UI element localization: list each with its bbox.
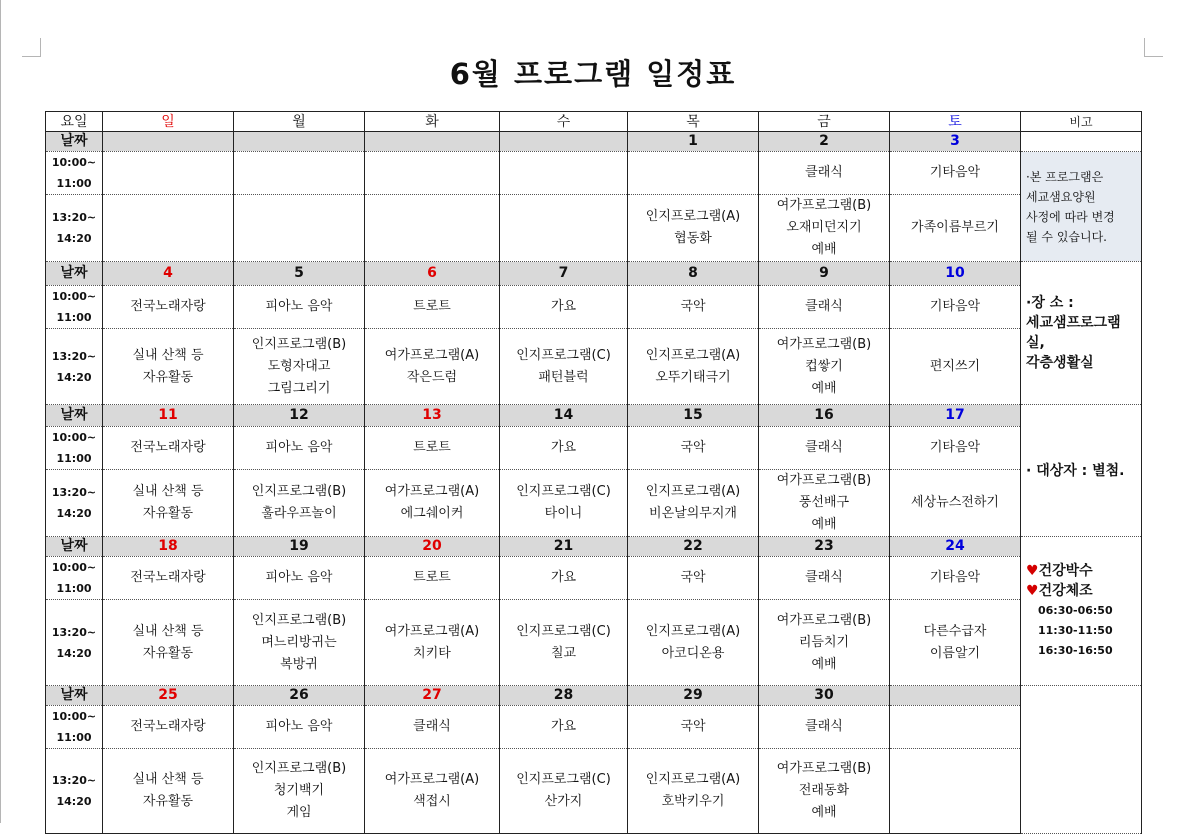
am-program: 전국노래자랑 xyxy=(103,286,234,329)
pm-program xyxy=(890,470,1021,537)
pm-program xyxy=(890,600,1021,686)
am-program: 기타음악 xyxy=(890,152,1021,195)
pm-program xyxy=(628,195,759,262)
program-line: 여가프로그램(A) xyxy=(384,347,480,363)
program-line: 비온날의무지개 xyxy=(649,506,737,521)
schedule-table xyxy=(45,111,1142,834)
date-cell xyxy=(500,132,628,152)
pm-program xyxy=(234,195,365,262)
program-line: 여가프로그램(B) xyxy=(776,761,872,776)
am-program: 피아노 음악 xyxy=(234,427,365,470)
pm-program xyxy=(759,749,890,834)
program-line: 인지프로그램(A) xyxy=(645,484,741,499)
am-program xyxy=(628,152,759,195)
pm-program xyxy=(759,470,890,537)
date-row-label: 날짜 xyxy=(46,537,103,557)
pm-program xyxy=(365,470,500,537)
time-start: 13:20~ xyxy=(51,349,97,363)
date-cell: 13 xyxy=(365,405,500,427)
time-start: 10:00~ xyxy=(51,431,97,444)
pm-program xyxy=(628,749,759,834)
am-program: 전국노래자랑 xyxy=(103,427,234,470)
remark-line: 각층생활실 xyxy=(1026,355,1094,371)
exercise-item xyxy=(1026,561,1136,581)
pm-program xyxy=(628,470,759,537)
date-row xyxy=(46,537,1142,557)
time-end: 11:00 xyxy=(56,731,92,744)
time-end: 14:20 xyxy=(56,795,92,808)
am-program xyxy=(890,706,1021,749)
am-program: 가요 xyxy=(500,427,628,470)
program-line: 여가프로그램(B) xyxy=(776,336,872,352)
date-row-label: 날짜 xyxy=(46,405,103,427)
remark-exercise xyxy=(1021,537,1142,686)
date-cell: 3 xyxy=(890,132,1021,152)
program-line: 색접시 xyxy=(413,794,451,809)
date-cell: 22 xyxy=(628,537,759,557)
program-line: 인지프로그램(C) xyxy=(516,772,611,787)
am-program: 피아노 음악 xyxy=(234,286,365,329)
date-cell: 12 xyxy=(234,405,365,427)
program-line: 실내 산책 등 xyxy=(132,347,204,363)
header-day-thu: 목 xyxy=(628,112,759,132)
remark-line: 될 수 있습니다. xyxy=(1026,229,1107,244)
pm-time-label xyxy=(46,470,103,537)
pm-row xyxy=(46,195,1142,262)
program-line: 인지프로그램(A) xyxy=(645,623,741,639)
remark-line: ·장 소 : xyxy=(1026,295,1074,311)
am-time-label xyxy=(46,286,103,329)
pm-program xyxy=(500,600,628,686)
program-line: 그림그리기 xyxy=(267,380,331,396)
date-row-label: 날짜 xyxy=(46,686,103,706)
date-cell: 20 xyxy=(365,537,500,557)
date-cell: 27 xyxy=(365,686,500,706)
am-time-label xyxy=(46,152,103,195)
date-row-label: 날짜 xyxy=(46,262,103,286)
program-line: 자유활동 xyxy=(142,645,194,661)
pm-time-label xyxy=(46,749,103,834)
program-line: 여가프로그램(A) xyxy=(384,623,480,639)
remark-location xyxy=(1021,262,1142,405)
am-program: 가요 xyxy=(500,557,628,600)
am-time-label xyxy=(46,706,103,749)
program-line: 칠교 xyxy=(550,645,577,661)
program-line: 에그쉐이커 xyxy=(400,506,464,521)
pm-program xyxy=(103,600,234,686)
page-title: 6월 프로그램 일정표 xyxy=(449,57,737,91)
header-day-wed: 수 xyxy=(500,112,628,132)
date-cell xyxy=(890,686,1021,706)
program-line: 다른수급자 xyxy=(923,623,987,639)
pm-program xyxy=(890,749,1021,834)
date-cell: 25 xyxy=(103,686,234,706)
program-line: 인지프로그램(C) xyxy=(516,347,611,363)
header-row xyxy=(46,112,1142,132)
pm-row xyxy=(46,600,1142,686)
pm-program xyxy=(500,749,628,834)
exercise-label: 건강체조 xyxy=(1038,583,1093,599)
am-program: 클래식 xyxy=(759,557,890,600)
program-line: 풍선배구 xyxy=(798,495,850,510)
program-line: 청기백기 xyxy=(273,783,325,798)
program-line: 도형자대고 xyxy=(267,358,331,374)
program-line: 여가프로그램(B) xyxy=(776,612,872,628)
am-program xyxy=(234,152,365,195)
program-line: 인지프로그램(C) xyxy=(516,484,611,499)
program-line: 예배 xyxy=(811,380,837,396)
am-program: 클래식 xyxy=(759,152,890,195)
program-line: 인지프로그램(B) xyxy=(251,612,347,628)
remark-cell-header-blank xyxy=(1021,132,1142,152)
date-cell: 21 xyxy=(500,537,628,557)
program-line: 실내 산책 등 xyxy=(132,772,204,787)
am-row xyxy=(46,286,1142,329)
program-line: 예배 xyxy=(811,656,837,672)
exercise-time: 06:30-06:50 xyxy=(1038,604,1113,617)
program-line: 인지프로그램(A) xyxy=(645,209,741,224)
exercise-time: 11:30-11:50 xyxy=(1038,624,1113,637)
time-end: 14:20 xyxy=(56,507,92,520)
program-line: 치키타 xyxy=(413,645,451,661)
header-note: 비고 xyxy=(1021,112,1142,132)
pm-program xyxy=(365,329,500,405)
pm-time-label xyxy=(46,329,103,405)
date-cell: 6 xyxy=(365,262,500,286)
program-line: 며느리방귀는 xyxy=(261,634,337,650)
am-program: 국악 xyxy=(628,557,759,600)
program-line: 여가프로그램(A) xyxy=(384,484,480,499)
program-line: 실내 산책 등 xyxy=(132,623,204,639)
pm-program xyxy=(500,329,628,405)
date-cell: 9 xyxy=(759,262,890,286)
date-cell xyxy=(234,132,365,152)
am-program: 클래식 xyxy=(365,706,500,749)
date-cell: 19 xyxy=(234,537,365,557)
am-row xyxy=(46,152,1142,195)
pm-program xyxy=(234,470,365,537)
program-line: 타이니 xyxy=(544,506,583,521)
date-row xyxy=(46,132,1142,152)
time-end: 11:00 xyxy=(56,177,92,190)
program-line: 인지프로그램(B) xyxy=(251,336,347,352)
time-end: 14:20 xyxy=(56,370,92,384)
am-row xyxy=(46,427,1142,470)
exercise-time: 16:30-16:50 xyxy=(1038,644,1113,657)
exercise-label: 건강박수 xyxy=(1038,563,1093,579)
date-cell: 8 xyxy=(628,262,759,286)
program-line: 호박키우기 xyxy=(661,794,725,809)
program-line: 가족이름부르기 xyxy=(911,220,999,235)
date-row xyxy=(46,405,1142,427)
am-row xyxy=(46,557,1142,600)
program-line: 컵쌓기 xyxy=(805,358,843,374)
date-cell: 24 xyxy=(890,537,1021,557)
date-row xyxy=(46,686,1142,706)
date-cell: 18 xyxy=(103,537,234,557)
program-line: 세상뉴스전하기 xyxy=(911,495,999,510)
program-line: 이름알기 xyxy=(929,645,981,661)
remark-target xyxy=(1021,405,1142,537)
am-program: 가요 xyxy=(500,706,628,749)
remark-blank xyxy=(1021,686,1142,834)
am-row xyxy=(46,706,1142,749)
header-day-mon: 월 xyxy=(234,112,365,132)
program-line: 여가프로그램(B) xyxy=(776,198,872,213)
pm-program xyxy=(759,195,890,262)
date-cell xyxy=(365,132,500,152)
program-line: 인지프로그램(A) xyxy=(645,347,741,363)
date-cell: 29 xyxy=(628,686,759,706)
pm-time-label xyxy=(46,195,103,262)
remark-notice xyxy=(1021,152,1142,262)
date-cell: 14 xyxy=(500,405,628,427)
date-cell: 2 xyxy=(759,132,890,152)
program-line: 자유활동 xyxy=(142,794,194,809)
am-program: 기타음악 xyxy=(890,557,1021,600)
remark-line: · 대상자 : 별첨. xyxy=(1026,462,1125,479)
pm-program xyxy=(890,195,1021,262)
date-cell: 10 xyxy=(890,262,1021,286)
date-cell: 23 xyxy=(759,537,890,557)
am-program: 전국노래자랑 xyxy=(103,557,234,600)
date-cell: 15 xyxy=(628,405,759,427)
heart-icon: ♥ xyxy=(1026,563,1039,579)
program-line: 아코디온용 xyxy=(661,645,725,661)
program-line: 예배 xyxy=(811,242,837,257)
program-line: 복방귀 xyxy=(280,656,318,672)
program-line: 예배 xyxy=(811,517,837,532)
program-line: 산가지 xyxy=(544,794,583,809)
pm-program xyxy=(103,195,234,262)
program-line: 예배 xyxy=(811,805,837,820)
time-start: 10:00~ xyxy=(51,561,97,574)
program-line: 협동화 xyxy=(674,231,712,246)
date-cell: 5 xyxy=(234,262,365,286)
pm-program xyxy=(500,470,628,537)
time-start: 13:20~ xyxy=(51,774,97,787)
am-program: 국악 xyxy=(628,427,759,470)
program-line: 패턴블럭 xyxy=(538,369,589,385)
date-cell: 30 xyxy=(759,686,890,706)
exercise-item xyxy=(1026,581,1136,601)
time-start: 13:20~ xyxy=(51,486,97,499)
am-program: 국악 xyxy=(628,286,759,329)
time-end: 14:20 xyxy=(56,646,92,660)
date-cell: 11 xyxy=(103,405,234,427)
pm-program xyxy=(890,329,1021,405)
program-line: 인지프로그램(C) xyxy=(516,623,611,639)
pm-program xyxy=(103,749,234,834)
am-time-label xyxy=(46,427,103,470)
program-line: 자유활동 xyxy=(142,506,194,521)
date-cell: 7 xyxy=(500,262,628,286)
date-cell: 16 xyxy=(759,405,890,427)
program-line: 자유활동 xyxy=(142,369,194,385)
program-line: 여가프로그램(A) xyxy=(384,772,480,787)
am-time-label xyxy=(46,557,103,600)
am-program: 기타음악 xyxy=(890,427,1021,470)
am-program: 가요 xyxy=(500,286,628,329)
time-start: 10:00~ xyxy=(51,156,97,169)
time-end: 11:00 xyxy=(56,582,92,595)
program-line: 게임 xyxy=(286,805,312,820)
program-line: 오뚜기태극기 xyxy=(655,369,731,385)
date-cell: 17 xyxy=(890,405,1021,427)
am-program: 기타음악 xyxy=(890,286,1021,329)
am-program: 클래식 xyxy=(759,286,890,329)
program-line: 리듬치기 xyxy=(798,634,850,650)
pm-program xyxy=(365,600,500,686)
pm-program xyxy=(759,600,890,686)
am-program: 전국노래자랑 xyxy=(103,706,234,749)
program-line: 훌라우프놀이 xyxy=(261,506,337,521)
date-cell xyxy=(103,132,234,152)
pm-program xyxy=(234,600,365,686)
pm-program xyxy=(103,329,234,405)
remark-line: 사정에 따라 변경 xyxy=(1026,209,1115,224)
header-day-tue: 화 xyxy=(365,112,500,132)
program-line: 여가프로그램(B) xyxy=(776,473,872,488)
remark-line: 세교샘요양원 xyxy=(1026,189,1096,204)
remark-line: ·본 프로그램은 xyxy=(1026,169,1104,184)
pm-program xyxy=(628,600,759,686)
time-end: 11:00 xyxy=(56,452,92,465)
date-row-label: 날짜 xyxy=(46,132,103,152)
header-day-fri: 금 xyxy=(759,112,890,132)
am-program: 트로트 xyxy=(365,557,500,600)
pm-program xyxy=(234,749,365,834)
date-cell: 1 xyxy=(628,132,759,152)
time-end: 14:20 xyxy=(56,232,92,245)
time-start: 10:00~ xyxy=(51,290,97,303)
program-line: 인지프로그램(B) xyxy=(251,484,347,499)
pm-program xyxy=(103,470,234,537)
time-start: 10:00~ xyxy=(51,710,97,723)
pm-program xyxy=(500,195,628,262)
program-line: 편지쓰기 xyxy=(929,358,981,374)
am-program xyxy=(365,152,500,195)
am-program: 피아노 음악 xyxy=(234,557,365,600)
header-day-sun: 일 xyxy=(103,112,234,132)
pm-program xyxy=(365,749,500,834)
pm-row xyxy=(46,749,1142,834)
am-program: 피아노 음악 xyxy=(234,706,365,749)
am-program: 트로트 xyxy=(365,286,500,329)
pm-row xyxy=(46,470,1142,537)
time-end: 11:00 xyxy=(56,311,92,324)
date-cell: 26 xyxy=(234,686,365,706)
heart-icon: ♥ xyxy=(1026,583,1039,599)
remark-line: 세교샘프로그램실, xyxy=(1026,315,1121,351)
am-program: 트로트 xyxy=(365,427,500,470)
pm-time-label xyxy=(46,600,103,686)
date-row xyxy=(46,262,1142,286)
pm-program xyxy=(628,329,759,405)
time-start: 13:20~ xyxy=(51,625,97,639)
am-program: 클래식 xyxy=(759,706,890,749)
program-line: 작은드럼 xyxy=(406,369,458,385)
header-yoil: 요일 xyxy=(46,112,103,132)
time-start: 13:20~ xyxy=(51,211,97,224)
pm-program xyxy=(759,329,890,405)
pm-program xyxy=(365,195,500,262)
program-line: 실내 산책 등 xyxy=(132,484,204,499)
pm-program xyxy=(234,329,365,405)
program-line: 전래동화 xyxy=(798,783,850,798)
header-day-sat: 토 xyxy=(890,112,1021,132)
date-cell: 28 xyxy=(500,686,628,706)
program-line: 인지프로그램(A) xyxy=(645,772,741,787)
date-cell: 4 xyxy=(103,262,234,286)
pm-row xyxy=(46,329,1142,405)
am-program xyxy=(500,152,628,195)
am-program: 국악 xyxy=(628,706,759,749)
program-line: 오재미던지기 xyxy=(786,220,862,235)
am-program: 클래식 xyxy=(759,427,890,470)
program-line: 인지프로그램(B) xyxy=(251,761,347,776)
am-program xyxy=(103,152,234,195)
